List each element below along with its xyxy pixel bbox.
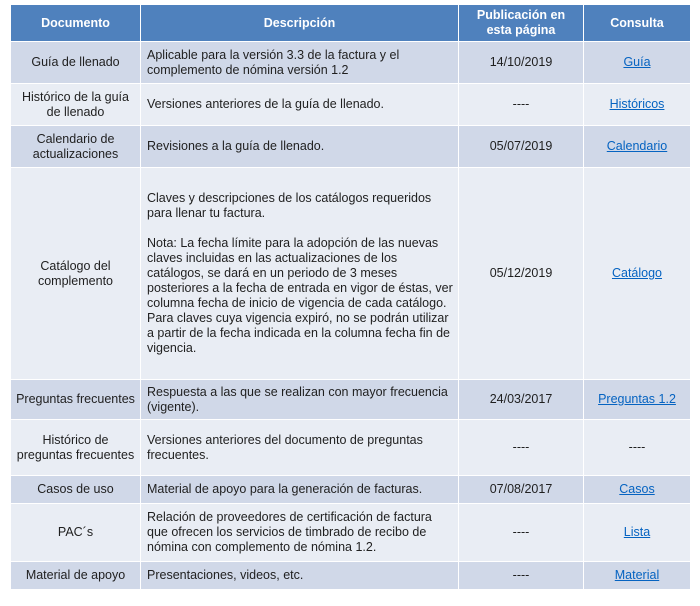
- cell-descripcion: Relación de proveedores de certificación de factura que ofrecen los servicios de timbrado de recibo de nómina con complemento de nómina 1.2.: [141, 504, 459, 562]
- table-row: [11, 504, 691, 562]
- documents-table: [10, 4, 691, 590]
- cell-documento: Casos de uso: [11, 476, 141, 504]
- cell-fecha: 07/08/2017: [459, 476, 584, 504]
- cell-fecha: 05/12/2019: [459, 168, 584, 380]
- table-row: [11, 420, 691, 476]
- table-row: [11, 126, 691, 168]
- header-consulta: Consulta: [584, 5, 691, 42]
- cell-consulta: ----: [584, 420, 691, 476]
- cell-documento: Guía de llenado: [11, 42, 141, 84]
- cell-descripcion: Revisiones a la guía de llenado.: [141, 126, 459, 168]
- catalogo-description-note: Nota: La fecha límite para la adopción de las nuevas claves incluidas en las actualizaciones de los catálogos, se dará en un periodo de 3 meses posteriores a la fecha de entrada en vigor de éstas, ver columna fecha de inicio de vigencia de cada catálogo.: [147, 236, 453, 310]
- cell-descripcion: Presentaciones, videos, etc.: [141, 562, 459, 590]
- cell-fecha: ----: [459, 504, 584, 562]
- catalogo-description-intro: Claves y descripciones de los catálogos requeridos para llenar tu factura.: [147, 191, 432, 220]
- cell-documento: PAC´s: [11, 504, 141, 562]
- cell-descripcion: Versiones anteriores de la guía de llenado.: [141, 84, 459, 126]
- table-row: [11, 476, 691, 504]
- link-catalogo[interactable]: Catálogo: [611, 266, 663, 280]
- cell-documento: Histórico de la guía de llenado: [11, 84, 141, 126]
- cell-fecha: 05/07/2019: [459, 126, 584, 168]
- link-material[interactable]: Material: [614, 568, 660, 582]
- cell-descripcion: Aplicable para la versión 3.3 de la factura y el complemento de nómina versión 1.2: [141, 42, 459, 84]
- cell-documento: Preguntas frecuentes: [11, 380, 141, 420]
- cell-fecha: 14/10/2019: [459, 42, 584, 84]
- header-documento: Documento: [11, 5, 141, 42]
- link-casos[interactable]: Casos: [619, 482, 655, 496]
- table-row: [11, 84, 691, 126]
- cell-documento: Calendario de actualizaciones: [11, 126, 141, 168]
- cell-consulta: [584, 42, 691, 84]
- link-lista[interactable]: Lista: [623, 525, 651, 539]
- cell-consulta: [584, 562, 691, 590]
- cell-consulta: [584, 504, 691, 562]
- cell-consulta: [584, 168, 691, 380]
- cell-consulta: [584, 84, 691, 126]
- cell-consulta: [584, 126, 691, 168]
- cell-consulta: [584, 380, 691, 420]
- cell-documento: Catálogo del complemento: [11, 168, 141, 380]
- link-guia[interactable]: Guía: [623, 55, 651, 69]
- cell-descripcion: Respuesta a las que se realizan con mayor frecuencia (vigente).: [141, 380, 459, 420]
- cell-descripcion: [141, 168, 459, 380]
- catalogo-description-expiry: Para claves cuya vigencia expiró, no se podrán utilizar a partir de la fecha indicada en la columna fecha fin de vigencia.: [147, 311, 450, 355]
- cell-descripcion: Versiones anteriores del documento de preguntas frecuentes.: [141, 420, 459, 476]
- link-historicos[interactable]: Históricos: [609, 97, 665, 111]
- table-header-row: [11, 5, 691, 42]
- cell-consulta: [584, 476, 691, 504]
- table-row: [11, 380, 691, 420]
- header-descripcion: Descripción: [141, 5, 459, 42]
- table-row: [11, 42, 691, 84]
- cell-documento: Material de apoyo: [11, 562, 141, 590]
- cell-documento: Histórico de preguntas frecuentes: [11, 420, 141, 476]
- cell-fecha: 24/03/2017: [459, 380, 584, 420]
- cell-fecha: ----: [459, 420, 584, 476]
- header-publicacion: Publicación en esta página: [459, 5, 584, 42]
- paragraph-spacer: [147, 221, 454, 236]
- table-row: [11, 562, 691, 590]
- cell-fecha: ----: [459, 562, 584, 590]
- documents-table-container: [10, 4, 690, 590]
- link-calendario[interactable]: Calendario: [606, 139, 668, 153]
- cell-descripcion: Material de apoyo para la generación de facturas.: [141, 476, 459, 504]
- cell-fecha: ----: [459, 84, 584, 126]
- table-row: [11, 168, 691, 380]
- link-preguntas[interactable]: Preguntas 1.2: [598, 392, 676, 406]
